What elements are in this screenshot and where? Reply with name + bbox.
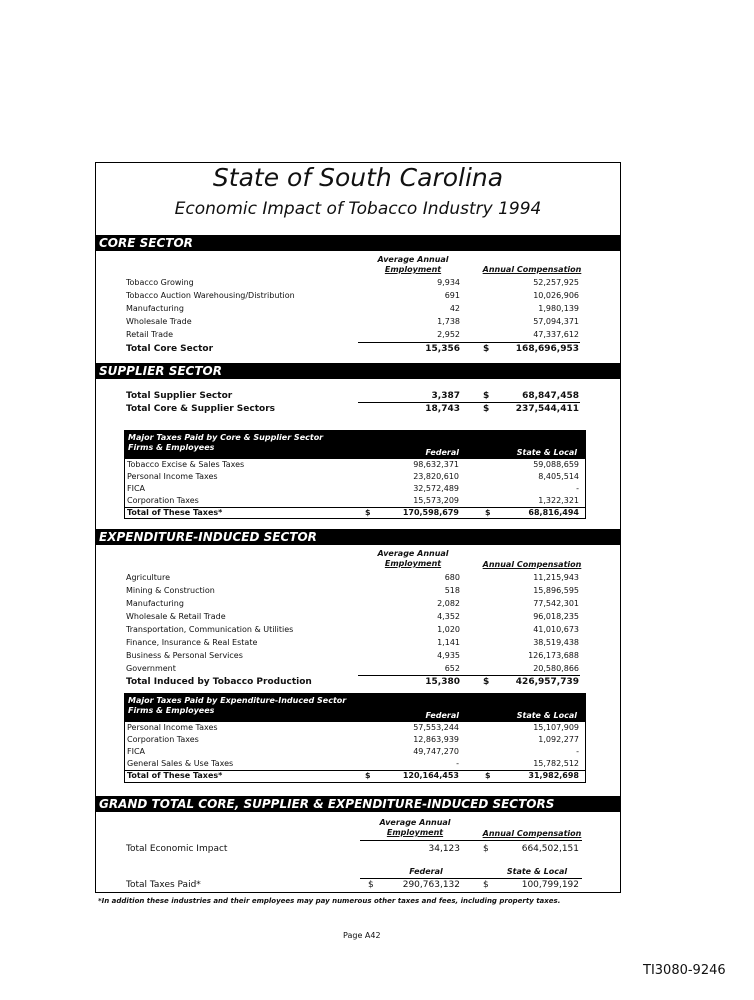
core-supplier-tax-table bbox=[124, 430, 586, 519]
report-title: State of South Carolina bbox=[212, 163, 504, 192]
table-row: General Sales & Use Taxes - 15,782,512 bbox=[127, 759, 579, 768]
induced-tax-table bbox=[124, 693, 586, 783]
supplier-total-row: Total Supplier Sector 3,387 $ 68,847,458 bbox=[126, 391, 579, 401]
table-row: Mining & Construction 518 15,896,595 bbox=[126, 586, 579, 595]
report-subtitle: Economic Impact of Tobacco Industry 1994 bbox=[174, 199, 542, 219]
table-row: Agriculture 680 11,215,943 bbox=[126, 573, 579, 582]
table-row: Tobacco Excise & Sales Taxes 98,632,371 59,088,659 bbox=[127, 460, 579, 469]
total-economic-impact-row: Total Economic Impact 34,123 $ 664,502,151 bbox=[126, 844, 579, 854]
table-row: Tobacco Growing 9,934 52,257,925 bbox=[126, 278, 579, 287]
core-supplier-total-row: Total Core & Supplier Sectors 18,743 $ 237,544,411 bbox=[126, 404, 579, 414]
table-row: Corporation Taxes 15,573,209 1,322,321 bbox=[127, 496, 579, 505]
core-comp-header: Annual Compensation bbox=[482, 265, 582, 274]
induced-total-row: Total Induced by Tobacco Production 15,380 $ 426,957,739 bbox=[126, 677, 579, 687]
table-row: FICA 49,747,270 - bbox=[127, 747, 579, 756]
table-row: Business & Personal Services 4,935 126,173,688 bbox=[126, 651, 579, 660]
induced-employment-header: Average Annual Employment bbox=[377, 549, 449, 568]
core-sector-header: CORE SECTOR bbox=[96, 235, 620, 251]
table-row: Manufacturing 42 1,980,139 bbox=[126, 304, 579, 313]
page-number: Page A42 bbox=[343, 931, 381, 940]
table-row: Tobacco Auction Warehousing/Distribution 691 10,026,906 bbox=[126, 291, 579, 300]
grand-state-header: State & Local bbox=[506, 867, 568, 876]
induced-comp-header: Annual Compensation bbox=[482, 560, 582, 569]
tax-table-header: Major Taxes Paid by Core & Supplier Sector Firms & Employees Federal State & Local bbox=[125, 431, 585, 459]
table-row: Wholesale Trade 1,738 57,094,371 bbox=[126, 317, 579, 326]
table-row: Finance, Insurance & Real Estate 1,141 38,519,438 bbox=[126, 638, 579, 647]
core-total-row: Total Core Sector 15,356 $ 168,696,953 bbox=[126, 344, 579, 354]
table-row: Wholesale & Retail Trade 4,352 96,018,235 bbox=[126, 612, 579, 621]
table-row: Transportation, Communication & Utilities 1,020 41,010,673 bbox=[126, 625, 579, 634]
grand-total-header: GRAND TOTAL CORE, SUPPLIER & EXPENDITURE-INDUCED SECTORS bbox=[96, 796, 620, 812]
grand-employment-header: Average Annual Employment bbox=[379, 818, 451, 837]
total-taxes-paid-row: Total Taxes Paid* $ 290,763,132 $ 100,799,192 bbox=[126, 880, 579, 890]
table-row: Retail Trade 2,952 47,337,612 bbox=[126, 330, 579, 339]
grand-comp-header: Annual Compensation bbox=[482, 829, 582, 838]
table-row: Personal Income Taxes 23,820,610 8,405,514 bbox=[127, 472, 579, 481]
tax-table-header: Major Taxes Paid by Expenditure-Induced Sector Firms & Employees Federal State & Local bbox=[125, 694, 585, 722]
report-frame bbox=[95, 162, 621, 893]
table-row: Corporation Taxes 12,863,939 1,092,277 bbox=[127, 735, 579, 744]
core-employment-header: Average Annual Employment bbox=[377, 255, 449, 274]
tax-total-row: Total of These Taxes* $ 120,164,453 $ 31,982,698 bbox=[127, 771, 579, 780]
induced-sector-header: EXPENDITURE-INDUCED SECTOR bbox=[96, 529, 620, 545]
supplier-sector-header: SUPPLIER SECTOR bbox=[96, 363, 620, 379]
table-row: FICA 32,572,489 - bbox=[127, 484, 579, 493]
table-row: Government 652 20,580,866 bbox=[126, 664, 579, 673]
grand-federal-header: Federal bbox=[409, 867, 443, 876]
table-row: Personal Income Taxes 57,553,244 15,107,909 bbox=[127, 723, 579, 732]
table-row: Manufacturing 2,082 77,542,301 bbox=[126, 599, 579, 608]
document-id: TI3080-9246 bbox=[643, 963, 726, 978]
tax-total-row: Total of These Taxes* $ 170,598,679 $ 68,816,494 bbox=[127, 508, 579, 517]
footnote: *In addition these industries and their employees may pay numerous other taxes and fees, including property taxes. bbox=[98, 897, 561, 905]
